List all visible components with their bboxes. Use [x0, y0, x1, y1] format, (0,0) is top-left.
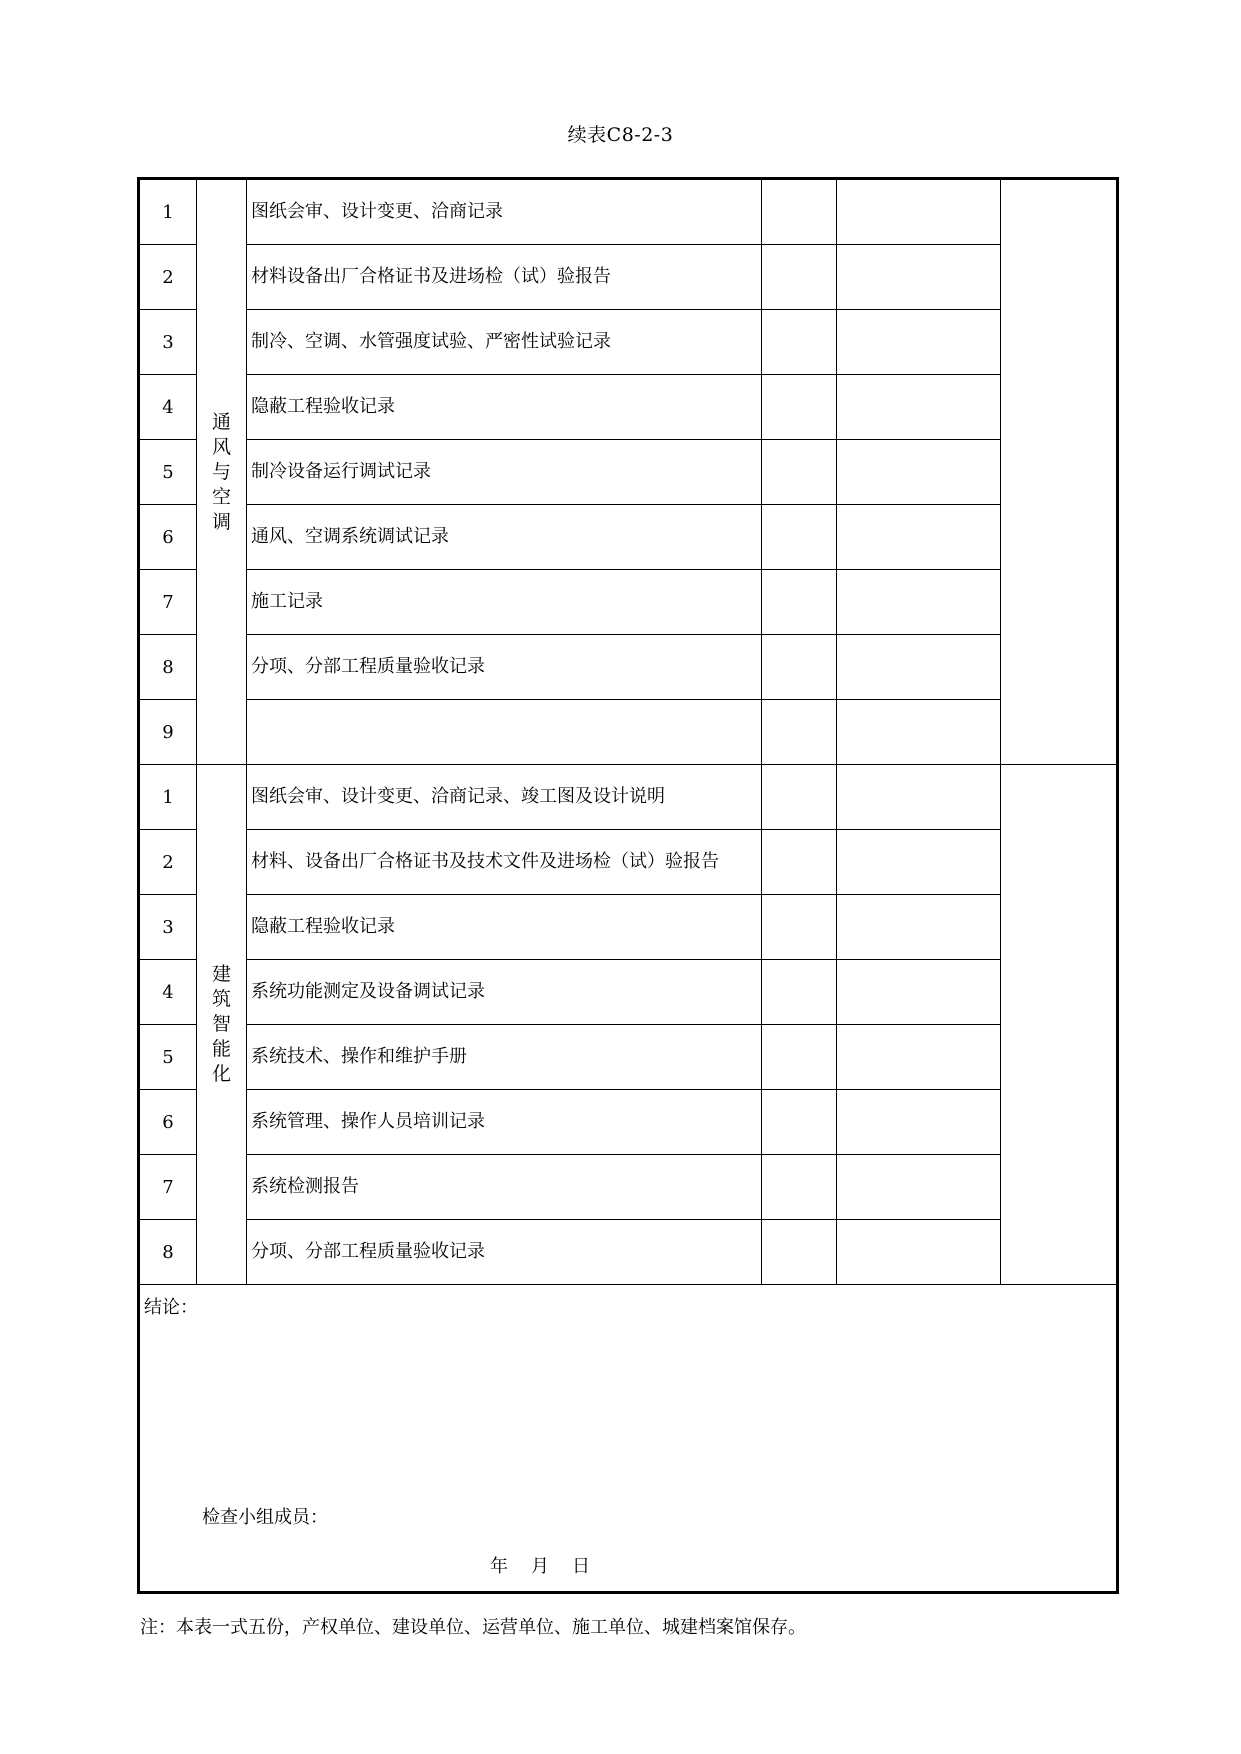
check-cell[interactable] [837, 570, 1001, 635]
row-number: 1 [139, 765, 197, 830]
row-number: 8 [139, 635, 197, 700]
table-row [139, 179, 1118, 245]
check-cell[interactable] [837, 700, 1001, 765]
check-cell[interactable] [837, 1155, 1001, 1220]
check-cell[interactable] [837, 960, 1001, 1025]
check-cell[interactable] [837, 440, 1001, 505]
check-cell[interactable] [762, 1155, 837, 1220]
check-cell[interactable] [762, 830, 837, 895]
table-row [139, 1025, 1118, 1090]
check-cell[interactable] [762, 570, 837, 635]
date-line [490, 1552, 613, 1578]
item-name: 系统管理、操作人员培训记录 [247, 1090, 762, 1155]
section-label-intelligent [197, 765, 247, 1285]
remark-cell[interactable] [1001, 765, 1118, 1285]
table-row [139, 1155, 1118, 1220]
item-name: 材料设备出厂合格证书及进场检（试）验报告 [247, 245, 762, 310]
month-label: 月 [531, 1556, 550, 1577]
section-label-hvac [197, 179, 247, 765]
item-name: 系统功能测定及设备调试记录 [247, 960, 762, 1025]
item-name: 系统技术、操作和维护手册 [247, 1025, 762, 1090]
check-cell[interactable] [837, 895, 1001, 960]
check-cell[interactable] [837, 375, 1001, 440]
item-name: 分项、分部工程质量验收记录 [247, 1220, 762, 1285]
section-name: 建筑智能化 [211, 963, 231, 1085]
row-number: 6 [139, 505, 197, 570]
check-cell[interactable] [762, 1220, 837, 1285]
row-number: 7 [139, 1155, 197, 1220]
year-label: 年 [490, 1556, 509, 1577]
item-name: 图纸会审、设计变更、洽商记录、竣工图及设计说明 [247, 765, 762, 830]
check-cell[interactable] [837, 310, 1001, 375]
check-cell[interactable] [837, 1220, 1001, 1285]
check-cell[interactable] [762, 765, 837, 830]
row-number: 4 [139, 375, 197, 440]
check-cell[interactable] [837, 1090, 1001, 1155]
check-cell[interactable] [762, 1090, 837, 1155]
table-row [139, 1090, 1118, 1155]
item-name: 材料、设备出厂合格证书及技术文件及进场检（试）验报告 [247, 830, 762, 895]
row-number: 6 [139, 1090, 197, 1155]
inspection-table [137, 177, 1119, 1594]
remark-cell[interactable] [1001, 179, 1118, 765]
item-name: 系统检测报告 [247, 1155, 762, 1220]
check-cell[interactable] [837, 245, 1001, 310]
check-cell[interactable] [837, 505, 1001, 570]
check-cell[interactable] [837, 179, 1001, 245]
check-cell[interactable] [762, 895, 837, 960]
check-cell[interactable] [837, 1025, 1001, 1090]
item-name: 施工记录 [247, 570, 762, 635]
row-number: 2 [139, 830, 197, 895]
check-cell[interactable] [762, 440, 837, 505]
check-cell[interactable] [762, 960, 837, 1025]
row-number: 9 [139, 700, 197, 765]
check-cell[interactable] [837, 635, 1001, 700]
row-number: 5 [139, 440, 197, 505]
item-name: 通风、空调系统调试记录 [247, 505, 762, 570]
conclusion-label: 结论： [144, 1297, 198, 1318]
table-row [139, 830, 1118, 895]
row-number: 7 [139, 570, 197, 635]
row-number: 1 [139, 179, 197, 245]
day-label: 日 [572, 1556, 591, 1577]
row-number: 3 [139, 895, 197, 960]
table-row [139, 1220, 1118, 1285]
section-name: 通风与空调 [211, 410, 231, 533]
check-cell[interactable] [762, 375, 837, 440]
check-cell[interactable] [762, 1025, 837, 1090]
page-title: 续表C8-2-3 [567, 124, 674, 146]
table-row [139, 375, 1118, 440]
table-row [139, 895, 1118, 960]
item-name: 图纸会审、设计变更、洽商记录 [247, 179, 762, 245]
check-cell[interactable] [762, 245, 837, 310]
table-row [139, 960, 1118, 1025]
row-number: 3 [139, 310, 197, 375]
item-name: 制冷、空调、水管强度试验、严密性试验记录 [247, 310, 762, 375]
item-name: 制冷设备运行调试记录 [247, 440, 762, 505]
table-row [139, 505, 1118, 570]
check-cell[interactable] [837, 765, 1001, 830]
table-body [139, 179, 1118, 1593]
group-members-label: 检查小组成员： [202, 1507, 328, 1528]
row-number: 5 [139, 1025, 197, 1090]
table-row [139, 245, 1118, 310]
table-row [139, 700, 1118, 765]
item-name: 隐蔽工程验收记录 [247, 375, 762, 440]
table-row [139, 570, 1118, 635]
check-cell[interactable] [762, 700, 837, 765]
table-row [139, 635, 1118, 700]
table-row [139, 765, 1118, 830]
row-number: 2 [139, 245, 197, 310]
check-cell[interactable] [762, 505, 837, 570]
item-name[interactable] [247, 700, 762, 765]
table-row [139, 440, 1118, 505]
check-cell[interactable] [762, 310, 837, 375]
check-cell[interactable] [762, 179, 837, 245]
table-row [139, 310, 1118, 375]
item-name: 隐蔽工程验收记录 [247, 895, 762, 960]
check-cell[interactable] [837, 830, 1001, 895]
row-number: 4 [139, 960, 197, 1025]
conclusion-area[interactable] [139, 1285, 1118, 1593]
conclusion-row [139, 1285, 1118, 1593]
row-number: 8 [139, 1220, 197, 1285]
check-cell[interactable] [762, 635, 837, 700]
footnote: 注：本表一式五份，产权单位、建设单位、运营单位、施工单位、城建档案馆保存。 [140, 1617, 806, 1638]
item-name: 分项、分部工程质量验收记录 [247, 635, 762, 700]
